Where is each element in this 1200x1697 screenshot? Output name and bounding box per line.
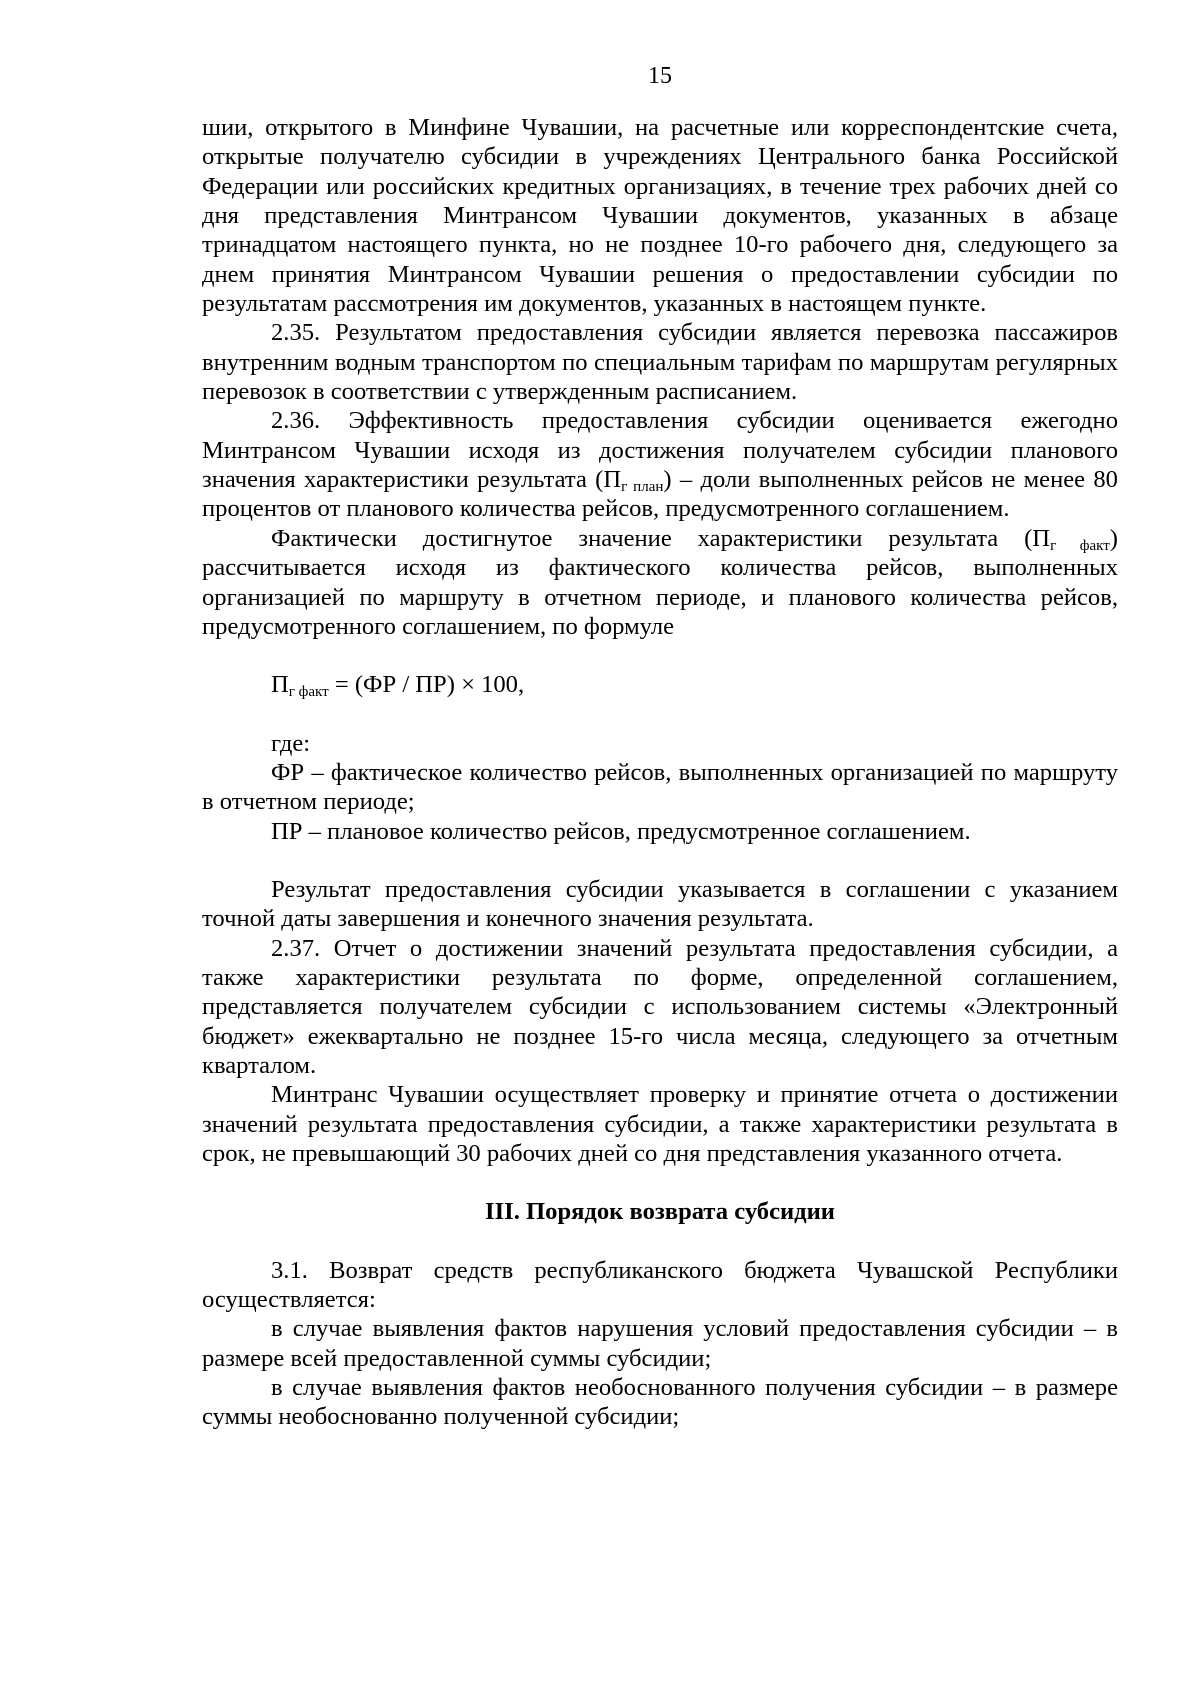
page-number: 15 [648, 63, 672, 89]
paragraph-case-violation: в случае выявления фактов нарушения условий предоставления субсидии – в размере всей предоставленной суммы субсидии; [202, 1315, 1118, 1372]
paragraph-report-check: Минтранс Чувашии осуществляет проверку и принятие отчета о достижении значений результата предоставления субсидии, а также характеристики результата в срок, не превышающий 30 рабочих дней со дня представления указанного отчета. [202, 1081, 1118, 1167]
paragraph-2-36-text-a: 2.36. Эффективность предоставления субсидии оценивается ежегодно Минтрансом Чувашии исходя из достижения получателем субсидии планового значения характеристики результата (П [202, 407, 1118, 494]
paragraph-continuation: шии, открытого в Минфине Чувашии, на расчетные или корреспондентские счета, открытые получателю субсидии в учреждениях Центрального банка Российской Федерации или российских кредитных организациях, в течение трех рабочих дней со дня представления Минтрансом Чувашии документов, указанных в абзаце тринадцатом настоящего пункта, но не позднее 10-го рабочего дня, следующего за днем принятия Минтрансом Чувашии решения о предоставлении субсидии по результатам рассмотрения им документов, указанных в настоящем пункте. [202, 114, 1118, 318]
paragraph-3-1: 3.1. Возврат средств республиканского бюджета Чувашской Республики осуществляется: [202, 1256, 1118, 1314]
paragraph-2-35: 2.35. Результатом предоставления субсидии является перевозка пассажиров внутренним водным транспортом по специальным тарифам по маршрутам регулярных перевозок в соответствии с утвержденным расписанием. [202, 319, 1118, 406]
paragraph-2-36-text-b: ) – доли выполненных рейсов не менее 80 процентов от планового количества рейсов, предусмотренного соглашением. [202, 466, 1118, 523]
paragraph-2-37: 2.37. Отчет о достижении значений результата предоставления субсидии, а также характеристики результата по форме, определенной соглашением, представляется получателем субсидии с использованием системы «Электронный бюджет» ежеквартально не позднее 15-го числа месяца, следующего за отчетным кварталом. [202, 934, 1118, 1079]
paragraph-2-36 [202, 406, 1118, 523]
formula-subscript: г факт [288, 684, 329, 701]
formula-rhs: = (ФР / ПР) × 100, [328, 671, 525, 699]
paragraph-case-unfounded: в случае выявления фактов необоснованного получения субсидии – в размере суммы необоснованно полученной субсидии; [202, 1374, 1118, 1431]
paragraph-fact-text-a: Фактически достигнутое значение характеристики результата (П [271, 524, 1051, 552]
paragraph-result: Результат предоставления субсидии указывается в соглашении с указанием точной даты завершения и конечного значения результата. [202, 875, 1118, 933]
document-page [202, 62, 1118, 1432]
definition-fr: ФР – фактическое количество рейсов, выполненных организацией по маршруту в отчетном периоде; [202, 758, 1118, 816]
where-label: где: [271, 729, 311, 757]
subscript-plan: г план [621, 479, 664, 496]
section-heading: III. Порядок возврата субсидии [485, 1198, 835, 1226]
definition-pr: ПР – плановое количество рейсов, предусмотренное соглашением. [271, 817, 971, 845]
formula-lhs: П [271, 671, 289, 699]
subscript-fact: г факт [1050, 537, 1110, 554]
formula [202, 670, 1118, 699]
paragraph-fact-text-b: ) рассчитывается исходя из фактического количества рейсов, выполненных организацией по маршруту в отчетном периоде, и планового количества рейсов, предусмотренного соглашением, по формуле [202, 524, 1118, 640]
paragraph-fact-value [202, 524, 1118, 641]
